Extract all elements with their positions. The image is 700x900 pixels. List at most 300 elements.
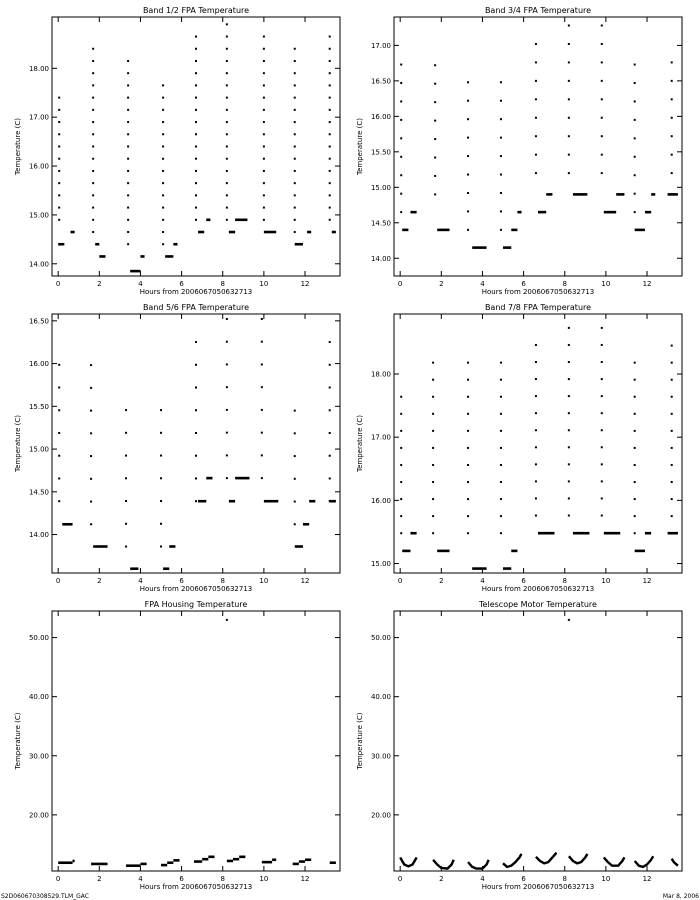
data-point xyxy=(467,362,469,364)
data-point xyxy=(127,207,129,209)
data-point xyxy=(226,60,228,62)
data-point xyxy=(329,158,331,160)
data-point xyxy=(467,515,469,517)
data-point xyxy=(125,523,127,525)
data-point xyxy=(601,117,603,119)
data-point xyxy=(535,61,537,63)
data-point xyxy=(294,432,296,434)
data-point xyxy=(535,497,537,499)
data-point xyxy=(400,532,402,534)
y-axis-label: Temperature (C) xyxy=(14,712,22,770)
data-point xyxy=(434,83,436,85)
data-point xyxy=(226,341,228,343)
y-tick-label: 14.00 xyxy=(28,531,49,540)
data-point xyxy=(294,231,296,233)
x-tick-label: 12 xyxy=(642,875,652,883)
data-point xyxy=(263,36,265,38)
data-point xyxy=(162,109,164,111)
x-axis-label: Hours from 2006067050632713 xyxy=(481,288,595,296)
data-point xyxy=(432,532,434,534)
data-point xyxy=(535,463,537,465)
data-point xyxy=(195,133,197,135)
x-tick-label: 6 xyxy=(521,280,526,288)
chart-title: FPA Housing Temperature xyxy=(144,600,248,609)
data-point xyxy=(500,192,502,194)
plot-frame xyxy=(52,611,340,871)
data-curve xyxy=(468,860,489,869)
data-point xyxy=(261,386,263,388)
data-point xyxy=(634,396,636,398)
data-point xyxy=(671,498,673,500)
x-tick-label: 0 xyxy=(397,875,403,883)
data-point xyxy=(634,156,636,158)
y-tick-label: 16.00 xyxy=(370,112,391,121)
data-point xyxy=(58,409,60,411)
data-point xyxy=(634,119,636,121)
data-point xyxy=(535,412,537,414)
data-point xyxy=(195,84,197,86)
x-tick-label: 2 xyxy=(97,280,102,288)
data-point xyxy=(500,118,502,120)
y-tick-label: 15.50 xyxy=(370,148,391,157)
data-point xyxy=(601,497,603,499)
data-point xyxy=(58,133,60,135)
data-point xyxy=(400,481,402,483)
data-point xyxy=(568,497,570,499)
data-point xyxy=(226,23,228,25)
data-point xyxy=(671,413,673,415)
data-point xyxy=(568,361,570,363)
data-point xyxy=(434,193,436,195)
data-point xyxy=(535,344,537,346)
data-point xyxy=(195,182,197,184)
data-point xyxy=(127,146,129,148)
data-point xyxy=(671,396,673,398)
data-point xyxy=(400,430,402,432)
data-point xyxy=(568,61,570,63)
data-point xyxy=(568,619,570,621)
y-tick-label: 50.00 xyxy=(370,634,391,643)
data-point xyxy=(195,146,197,148)
data-point xyxy=(400,515,402,517)
y-axis-label: Temperature (C) xyxy=(14,415,22,472)
data-point xyxy=(671,481,673,483)
data-point xyxy=(467,379,469,381)
data-point xyxy=(58,121,60,123)
data-point xyxy=(535,395,537,397)
chart-title: Band 1/2 FPA Temperature xyxy=(142,6,250,15)
footer-date: Mar 8, 2006 xyxy=(662,893,699,900)
data-point xyxy=(601,61,603,63)
data-point xyxy=(226,207,228,209)
data-point xyxy=(634,211,636,213)
y-axis-label: Temperature (C) xyxy=(356,712,364,770)
data-point xyxy=(195,477,197,479)
y-axis-label: Temperature (C) xyxy=(14,118,22,175)
data-point xyxy=(226,619,228,621)
data-point xyxy=(226,219,228,221)
data-point xyxy=(400,413,402,415)
data-point xyxy=(634,498,636,500)
data-point xyxy=(127,109,129,111)
data-point xyxy=(127,158,129,160)
data-point xyxy=(195,219,197,221)
data-point xyxy=(400,119,402,121)
data-point xyxy=(568,135,570,137)
y-tick-label: 15.00 xyxy=(28,211,49,220)
data-point xyxy=(329,170,331,172)
data-point xyxy=(329,36,331,38)
data-point xyxy=(467,413,469,415)
data-point xyxy=(568,43,570,45)
data-point xyxy=(263,60,265,62)
data-point xyxy=(500,100,502,102)
y-tick-label: 14.00 xyxy=(370,254,391,263)
data-point xyxy=(329,387,331,389)
data-point xyxy=(160,432,162,434)
data-point xyxy=(329,500,331,502)
data-point xyxy=(634,193,636,195)
data-point xyxy=(601,412,603,414)
data-point xyxy=(92,109,94,111)
data-point xyxy=(400,174,402,176)
data-point xyxy=(58,182,60,184)
data-point xyxy=(263,207,265,209)
data-point xyxy=(294,60,296,62)
data-point xyxy=(535,429,537,431)
data-point xyxy=(671,515,673,517)
data-point xyxy=(294,410,296,412)
data-point xyxy=(467,192,469,194)
data-point xyxy=(90,501,92,503)
data-point xyxy=(195,170,197,172)
data-point xyxy=(226,72,228,74)
data-point xyxy=(127,72,129,74)
data-point xyxy=(671,532,673,534)
x-axis-label: Hours from 2006067050632713 xyxy=(139,883,253,891)
data-point xyxy=(535,480,537,482)
data-point xyxy=(162,182,164,184)
data-point xyxy=(400,82,402,84)
data-point xyxy=(261,454,263,456)
x-tick-label: 10 xyxy=(259,875,269,883)
y-axis-label: Temperature (C) xyxy=(356,118,364,175)
x-tick-label: 2 xyxy=(97,577,102,585)
data-curve xyxy=(569,854,588,863)
y-tick-label: 15.00 xyxy=(28,445,49,454)
y-tick-label: 18.00 xyxy=(370,370,391,379)
data-point xyxy=(634,64,636,66)
data-point xyxy=(467,498,469,500)
plot-frame xyxy=(394,611,682,871)
data-point xyxy=(195,72,197,74)
data-point xyxy=(568,429,570,431)
data-point xyxy=(127,133,129,135)
y-tick-label: 15.00 xyxy=(370,560,391,569)
data-point xyxy=(634,515,636,517)
data-point xyxy=(500,413,502,415)
y-tick-label: 30.00 xyxy=(28,752,49,761)
data-point xyxy=(400,64,402,66)
data-point xyxy=(601,378,603,380)
data-point xyxy=(90,387,92,389)
data-point xyxy=(671,154,673,156)
data-point xyxy=(92,133,94,135)
data-point xyxy=(226,194,228,196)
data-point xyxy=(263,121,265,123)
data-point xyxy=(92,158,94,160)
data-point xyxy=(500,498,502,500)
data-point xyxy=(226,318,228,320)
data-point xyxy=(294,501,296,503)
data-point xyxy=(226,97,228,99)
x-tick-label: 10 xyxy=(259,280,269,288)
data-point xyxy=(58,146,60,148)
data-point xyxy=(92,84,94,86)
data-point xyxy=(467,174,469,176)
data-point xyxy=(294,523,296,525)
data-point xyxy=(432,413,434,415)
data-point xyxy=(601,344,603,346)
data-point xyxy=(160,455,162,457)
data-point xyxy=(467,229,469,231)
data-point xyxy=(467,100,469,102)
data-point xyxy=(329,121,331,123)
data-point xyxy=(127,194,129,196)
data-point xyxy=(432,379,434,381)
data-point xyxy=(400,498,402,500)
data-point xyxy=(90,410,92,412)
data-point xyxy=(329,341,331,343)
data-point xyxy=(467,447,469,449)
x-tick-label: 6 xyxy=(179,577,184,585)
data-point xyxy=(226,363,228,365)
y-tick-label: 17.00 xyxy=(370,41,391,50)
data-point xyxy=(261,432,263,434)
data-point xyxy=(535,135,537,137)
data-point xyxy=(434,64,436,66)
data-point xyxy=(400,100,402,102)
data-point xyxy=(294,478,296,480)
data-point xyxy=(261,363,263,365)
data-point xyxy=(671,362,673,364)
x-tick-label: 0 xyxy=(55,280,61,288)
data-point xyxy=(601,480,603,482)
data-point xyxy=(226,158,228,160)
data-point xyxy=(568,172,570,174)
data-point xyxy=(500,229,502,231)
data-point xyxy=(601,361,603,363)
data-point xyxy=(467,464,469,466)
data-point xyxy=(329,97,331,99)
x-tick-label: 0 xyxy=(55,577,61,585)
data-point xyxy=(294,84,296,86)
data-point xyxy=(294,207,296,209)
data-point xyxy=(467,118,469,120)
x-tick-label: 2 xyxy=(439,875,444,883)
data-point xyxy=(568,80,570,82)
data-point xyxy=(162,121,164,123)
data-point xyxy=(671,117,673,119)
x-tick-label: 4 xyxy=(480,875,485,883)
chart-panel-5 xyxy=(14,600,340,891)
data-point xyxy=(329,364,331,366)
data-point xyxy=(329,109,331,111)
data-point xyxy=(329,133,331,135)
data-point xyxy=(634,413,636,415)
data-point xyxy=(294,97,296,99)
footer-file-name: S2D060670308529.TLM_GAC xyxy=(1,893,89,900)
data-point xyxy=(125,477,127,479)
data-point xyxy=(226,182,228,184)
data-point xyxy=(432,515,434,517)
y-tick-label: 20.00 xyxy=(28,811,49,820)
y-tick-label: 16.00 xyxy=(28,360,49,369)
data-point xyxy=(500,430,502,432)
y-tick-label: 17.00 xyxy=(370,433,391,442)
data-point xyxy=(601,463,603,465)
data-point xyxy=(58,207,60,209)
data-point xyxy=(294,194,296,196)
x-tick-label: 8 xyxy=(220,280,225,288)
chart-title: Band 5/6 FPA Temperature xyxy=(142,303,250,312)
data-point xyxy=(535,98,537,100)
data-point xyxy=(195,207,197,209)
y-tick-label: 17.00 xyxy=(28,113,49,122)
x-tick-label: 12 xyxy=(300,875,310,883)
data-point xyxy=(467,481,469,483)
chart-panel-6 xyxy=(356,600,682,891)
data-point xyxy=(226,170,228,172)
data-point xyxy=(195,387,197,389)
data-point xyxy=(125,546,127,548)
data-point xyxy=(263,219,265,221)
data-point xyxy=(634,464,636,466)
data-point xyxy=(500,137,502,139)
data-point xyxy=(432,481,434,483)
data-point xyxy=(58,194,60,196)
y-tick-label: 14.50 xyxy=(370,219,391,228)
data-point xyxy=(226,409,228,411)
data-point xyxy=(226,121,228,123)
data-point xyxy=(58,219,60,221)
data-point xyxy=(500,532,502,534)
x-tick-label: 0 xyxy=(397,280,403,288)
data-point xyxy=(195,341,197,343)
data-point xyxy=(432,464,434,466)
data-point xyxy=(226,36,228,38)
data-point xyxy=(634,82,636,84)
data-point xyxy=(261,341,263,343)
x-axis-label: Hours from 2006067050632713 xyxy=(139,288,253,296)
data-point xyxy=(329,477,331,479)
data-point xyxy=(162,84,164,86)
data-point xyxy=(127,243,129,245)
data-point xyxy=(467,430,469,432)
data-curve xyxy=(433,860,454,869)
data-point xyxy=(294,219,296,221)
data-point xyxy=(226,48,228,50)
x-tick-label: 4 xyxy=(480,280,485,288)
data-point xyxy=(500,447,502,449)
data-point xyxy=(601,429,603,431)
data-point xyxy=(58,432,60,434)
data-point xyxy=(162,97,164,99)
data-point xyxy=(90,432,92,434)
data-point xyxy=(400,447,402,449)
data-point xyxy=(90,364,92,366)
data-point xyxy=(329,432,331,434)
data-point xyxy=(195,158,197,160)
data-point xyxy=(263,194,265,196)
data-point xyxy=(195,97,197,99)
data-curve xyxy=(635,856,654,867)
x-tick-label: 0 xyxy=(397,577,403,585)
data-point xyxy=(195,109,197,111)
data-point xyxy=(535,378,537,380)
data-point xyxy=(601,80,603,82)
data-point xyxy=(634,174,636,176)
data-point xyxy=(58,455,60,457)
data-point xyxy=(160,523,162,525)
data-point xyxy=(535,361,537,363)
data-point xyxy=(294,170,296,172)
data-point xyxy=(601,25,603,27)
data-point xyxy=(127,182,129,184)
x-tick-label: 6 xyxy=(521,875,526,883)
data-point xyxy=(58,364,60,366)
data-point xyxy=(195,36,197,38)
data-point xyxy=(92,60,94,62)
data-point xyxy=(195,500,197,502)
data-point xyxy=(500,81,502,83)
data-point xyxy=(568,463,570,465)
data-point xyxy=(261,477,263,479)
data-point xyxy=(58,500,60,502)
data-point xyxy=(160,477,162,479)
x-tick-label: 2 xyxy=(439,577,444,585)
data-point xyxy=(125,455,127,457)
data-point xyxy=(535,172,537,174)
data-point xyxy=(434,138,436,140)
data-point xyxy=(160,409,162,411)
data-point xyxy=(294,109,296,111)
data-point xyxy=(671,172,673,174)
x-tick-label: 8 xyxy=(220,577,225,585)
data-point xyxy=(127,219,129,221)
data-point xyxy=(294,182,296,184)
x-tick-label: 12 xyxy=(642,577,652,585)
data-point xyxy=(162,231,164,233)
data-curve xyxy=(400,857,416,866)
data-point xyxy=(601,327,603,329)
chart-title: Band 7/8 FPA Temperature xyxy=(484,303,592,312)
data-point xyxy=(162,243,164,245)
data-point xyxy=(195,455,197,457)
data-point xyxy=(634,137,636,139)
data-point xyxy=(434,156,436,158)
y-tick-label: 16.50 xyxy=(28,317,49,326)
data-point xyxy=(400,193,402,195)
chart-panel-2 xyxy=(356,6,682,296)
data-point xyxy=(90,523,92,525)
y-tick-label: 18.00 xyxy=(28,64,49,73)
data-point xyxy=(601,43,603,45)
data-point xyxy=(195,409,197,411)
chart-title: Telescope Motor Temperature xyxy=(479,600,597,609)
data-point xyxy=(634,447,636,449)
data-point xyxy=(160,500,162,502)
